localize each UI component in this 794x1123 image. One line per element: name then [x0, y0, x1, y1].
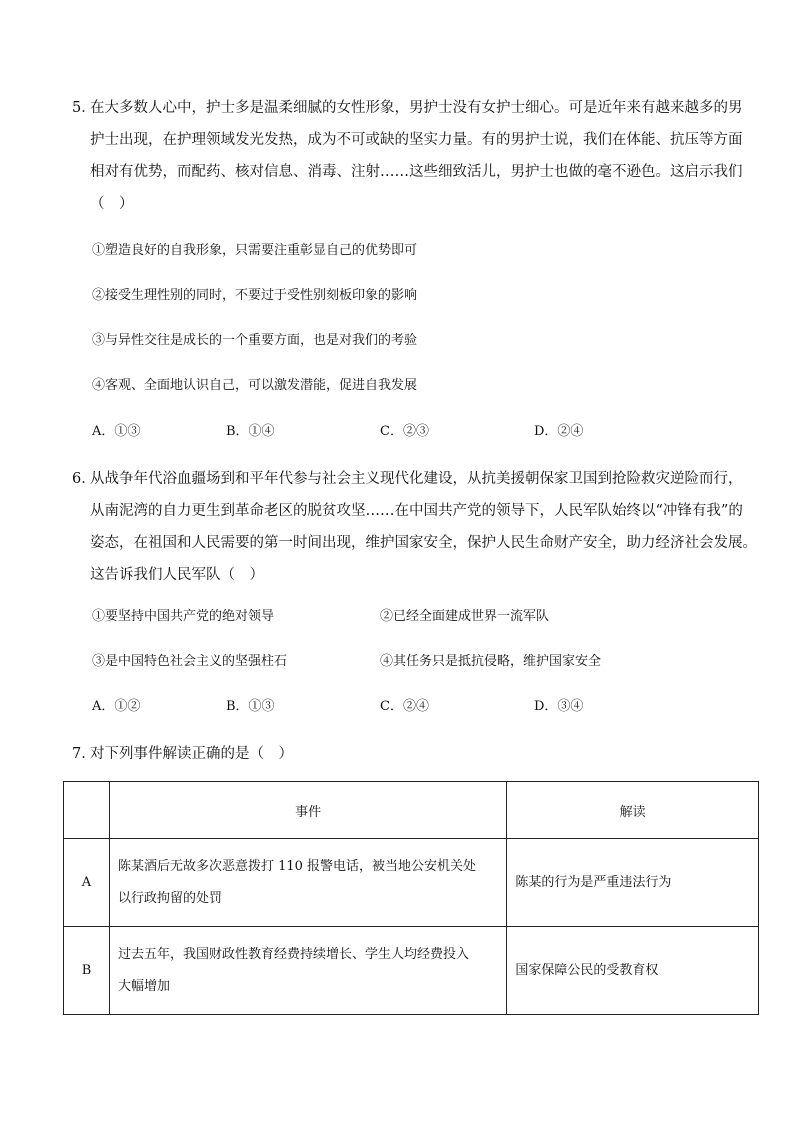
question-5-line-2: 护士出现，在护理领域发光发热，成为不可或缺的坚实力量。有的男护士说，我们在体能、抗压等方面 — [90, 132, 743, 148]
question-5-blank: （ ） — [90, 196, 134, 212]
question-6-answer-c[interactable]: C．②④ — [380, 699, 429, 714]
question-5-number: 5． — [72, 100, 96, 116]
question-6-line-3: 姿态，在祖国和人民需要的第一时间出现，维护国家安全，保护人民生命财产安全，助力经济社会发展。 — [90, 535, 757, 551]
row-event — [109, 839, 506, 927]
row-event — [109, 927, 506, 1015]
row-label: B — [64, 927, 110, 1015]
table-header-interpretation: 解读 — [507, 782, 759, 839]
question-6-option-4: ④其任务只是抵抗侵略，维护国家安全 — [380, 654, 602, 669]
question-5-option-4: ④客观、全面地认识自己，可以激发潜能，促进自我发展 — [92, 378, 418, 393]
row-event-line: 以行政拘留的处罚 — [117, 890, 222, 906]
question-6-line-4: 这告诉我们人民军队（ ） — [90, 567, 264, 583]
question-5-text-1: 在大多数人心中，护士多是温柔细腻的女性形象，男护士没有女护士细心。可是近年来有越来越多的男 — [90, 100, 743, 116]
row-event-line: 大幅增加 — [117, 978, 170, 994]
question-5 — [72, 92, 743, 220]
table-header-event: 事件 — [109, 782, 506, 839]
event-table — [63, 781, 759, 1015]
row-interpretation: 陈某的行为是严重违法行为 — [507, 839, 759, 927]
question-7-number: 7． — [72, 746, 96, 762]
table-header-row — [64, 782, 759, 839]
table-row — [64, 839, 759, 927]
table-header-label — [64, 782, 110, 839]
question-6-line-1 — [72, 463, 743, 495]
question-7 — [72, 738, 732, 770]
question-6-answer-a[interactable]: A．①② — [92, 699, 141, 714]
row-event-line: 陈某酒后无故多次恶意拨打 110 报警电话，被当地公安机关处 — [117, 858, 477, 874]
question-6-option-1: ①要坚持中国共产党的绝对领导 — [92, 609, 275, 624]
question-5-line-1 — [72, 92, 743, 124]
question-5-answer-c[interactable]: C．②③ — [380, 424, 429, 439]
question-6-line-2: 从南泥湾的自力更生到革命老区的脱贫攻坚……在中国共产党的领导下，人民军队始终以“冲锋有我”的 — [90, 503, 743, 519]
question-5-option-2: ②接受生理性别的同时，不要过于受性别刻板印象的影响 — [92, 288, 418, 303]
question-5-option-1: ①塑造良好的自我形象，只需要注重彰显自己的优势即可 — [92, 243, 418, 258]
row-label: A — [64, 839, 110, 927]
table-row — [64, 927, 759, 1015]
question-6 — [72, 463, 757, 591]
question-6-answer-b[interactable]: B．①③ — [226, 699, 275, 714]
question-6-option-2: ②已经全面建成世界一流军队 — [380, 609, 550, 624]
question-6-option-3: ③是中国特色社会主义的坚强柱石 — [92, 654, 288, 669]
question-6-number: 6． — [72, 471, 96, 487]
question-5-line-3: 相对有优势，而配药、核对信息、消毒、注射……这些细致活儿，男护士也做的毫不逊色。这启示我们 — [90, 164, 743, 180]
question-5-answer-b[interactable]: B．①④ — [226, 424, 275, 439]
question-7-stem — [72, 738, 732, 770]
question-5-option-3: ③与异性交往是成长的一个重要方面，也是对我们的考验 — [92, 333, 418, 348]
row-event-line: 过去五年，我国财政性教育经费持续增长、学生人均经费投入 — [117, 946, 469, 962]
question-6-answer-d[interactable]: D．③④ — [534, 699, 584, 714]
row-interpretation: 国家保障公民的受教育权 — [507, 927, 759, 1015]
question-5-answer-a[interactable]: A．①③ — [92, 424, 141, 439]
question-6-text-1: 从战争年代浴血疆场到和平年代参与社会主义现代化建设，从抗美援朝保家卫国到抢险救灾逆险而行， — [90, 471, 743, 487]
question-5-answer-d[interactable]: D．②④ — [534, 424, 584, 439]
question-7-text: 对下列事件解读正确的是（ ） — [90, 746, 293, 762]
